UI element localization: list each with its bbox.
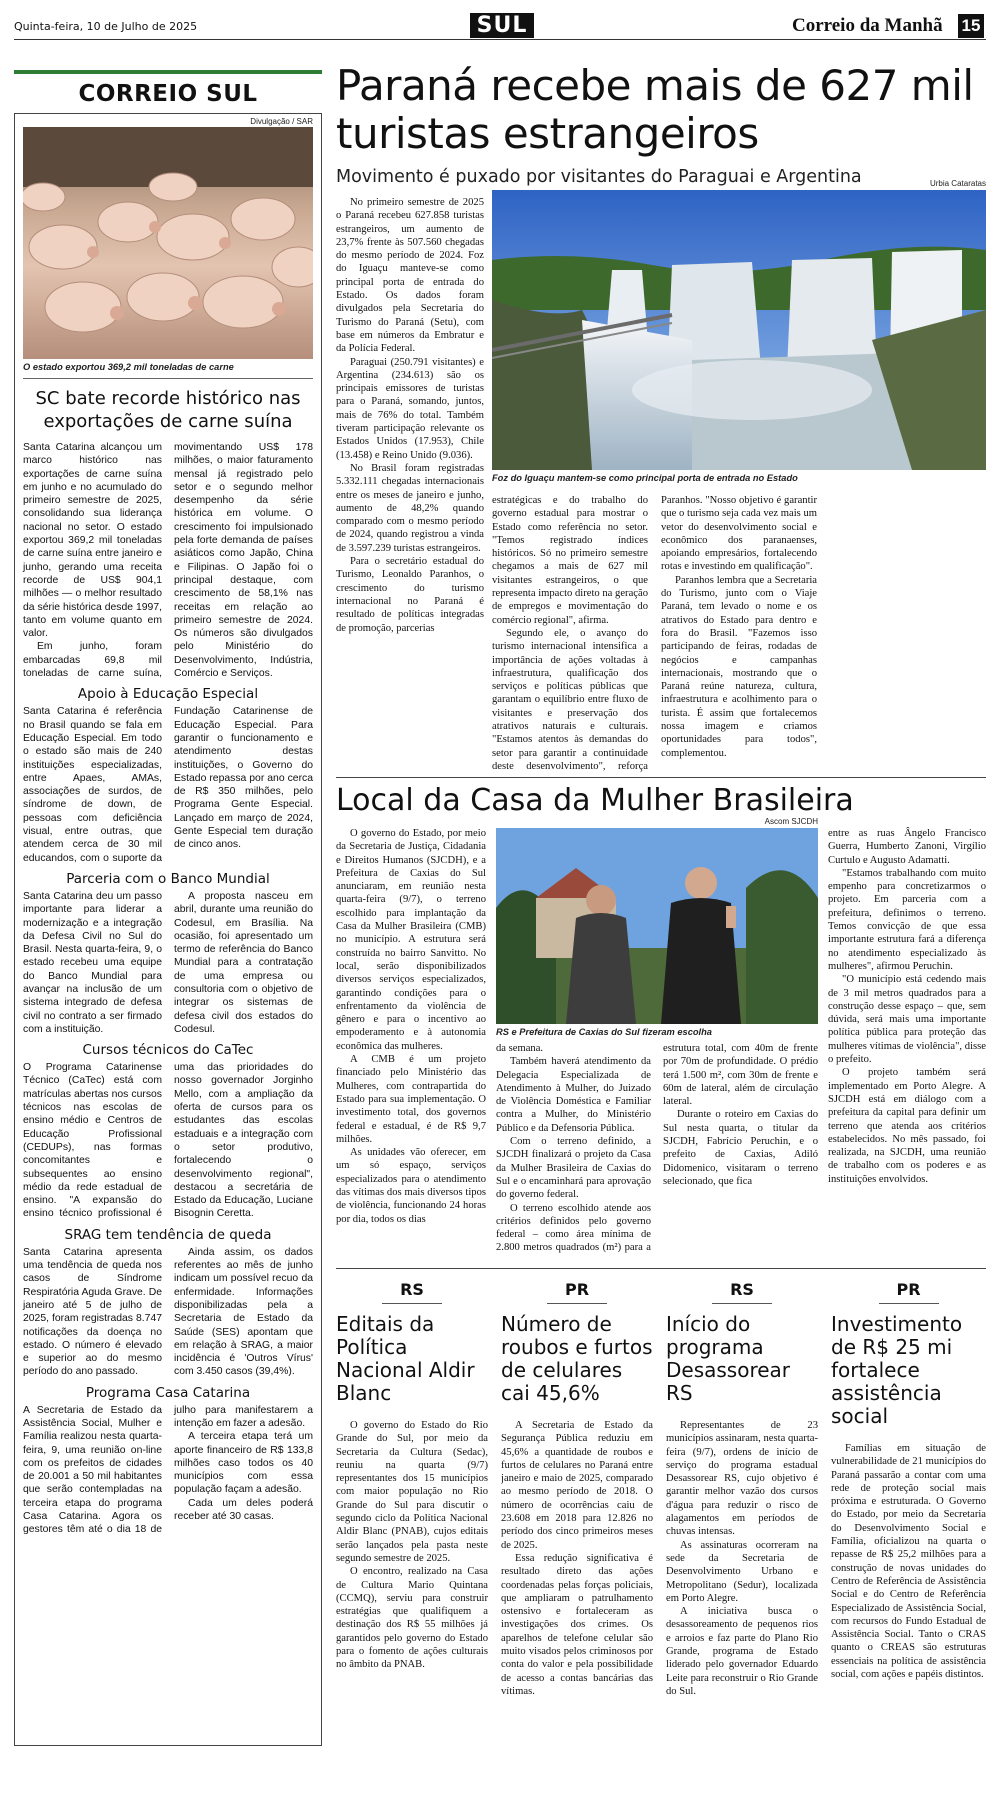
main-col1-p4: Para o secretário estadual do Turismo, Leonaldo Paranhos, o crescimento do turismo internacional no Paraná é resultado de políticas integradas de promoção, parcerias (336, 556, 484, 634)
brief-2-tag: PR (547, 1280, 607, 1304)
brief-2 (501, 1280, 653, 1780)
brief-1-body (336, 1419, 488, 1672)
section-title-srag: SRAG tem tendência de queda (64, 1226, 272, 1243)
section-label: SUL (476, 13, 528, 38)
second-col1-p1: O governo do Estado, por meio da Secretaria de Justiça, Cidadania e Direitos Humanos (SJCDH), e a Prefeitura de Caxias do Sul anunciaram, em reunião nesta quarta-feira (9/7), o terreno escolhido para implantação da Casa da Mulher Brasileira (CMB) no município. A estrutura será construída no bairro Sanvitto. No local, serão disponibilizados diversos serviços especializados, garantindo condições para o enfrentamento da violência de gênero e para o incentivo ao empoderamento e à autonomia econômica das mulheres. (336, 828, 486, 1052)
second-photo-credit: Ascom SJCDH (764, 817, 818, 826)
section-casa-p3: Cada um deles poderá receber até 30 casas. (174, 1497, 313, 1523)
brief-1-p1: O governo do Estado do Rio Grande do Sul, por meio da Secretaria da Cultura (Sedac), reuniu na quarta (9/7) representantes dos 15 municípios com maior população no Rio Grande do Sul para discutir o segundo ciclo da Política Nacional Aldir Blanc (PNAB), cujos editais serão lançados pela pasta neste segundo semestre de 2025. (336, 1420, 488, 1564)
second-col4-p1: entre as ruas Ângelo Francisco Guerra, Humberto Zanoni, Virgílio Curtulo e Augusto Adamatti. (828, 828, 986, 866)
second-photo-block (496, 817, 818, 1035)
main-article (336, 62, 986, 772)
main-rest-p1: estratégicas e do trabalho do governo estadual para mostrar o Estado como referência no setor. "Temos registrado índices históricos. Só no primeiro semestre chegamos a mais de 627 mil visitantes estrangeiros, o que representa impacto direto na geração de empregos e movimentação do comércio regional", afirma. (492, 495, 648, 626)
main-col1-p3: No Brasil foram registradas 5.332.111 chegadas internacionais entre os meses de janeiro e junho, aumento de 48,2% quando comparado com o mesmo período de 2024, quando registrou a vinda de 3.597.239 turistas estrangeiros. (336, 462, 484, 554)
main-subheadline: Movimento é puxado por visitantes do Paraguai e Argentina (336, 167, 862, 187)
brief-4-tag: PR (879, 1280, 939, 1304)
main-cols-rest (492, 494, 986, 778)
brief-3-p2: As assinaturas ocorreram na sede da Secretaria de Desenvolvimento Urbano e Metropolitano (Sedur), localizada em Porto Alegre. (666, 1539, 818, 1604)
section-title-catec: Cursos técnicos do CaTec (82, 1042, 254, 1059)
second-headline: Local da Casa da Mulher Brasileira (336, 783, 854, 818)
page-number (958, 14, 984, 38)
brief-2-body (501, 1419, 653, 1698)
brief-2-p1: A Secretaria de Estado da Segurança Pública reduziu em 45,6% a quantidade de roubos e furtos de celulares no Paraná entre janeiro e maio de 2025, comparado ao mesmo período de 2018. O número de ocorrências caiu de 23.608 em 2018 para 12.826 no período dos cinco primeiros meses de 2025. (501, 1420, 653, 1551)
second-col1-p3: As unidades vão oferecer, em um só espaço, serviços especializados para o atendimento das vítimas dos mais diversos tipos de violência, funcionando 24 horas por dia, todos os dias (336, 1147, 486, 1225)
main-col1-p1: No primeiro semestre de 2025 o Paraná recebeu 627.858 turistas estrangeiros, um aumento de 23,7% frente às 507.560 chegadas do mesmo período de 2024. Foz do Iguaçu manteve-se como principal porta de entrada do Estado. Os dados foram divulgados pela Secretaria do Turismo do Paraná (Setu), com base em números da Embratur e da Polícia Federal. (336, 197, 484, 355)
main-rest-p3: Paranhos lembra que a Secretaria do Turismo, junto com o Viaje Paraná, tem levado o nome e os atrativos do Estado para dentro e fora do Brasil. "Fazemos isso participando de feiras, rodadas de negócios e campanhas internacionais, mostrando que o Paraná reúne natureza, cultura, infraestrutura e acolhimento para o turista. É assim que fortalecemos nossa imagem e criamos oportunidades para todos", complementou. (661, 574, 817, 759)
section-body-catec (23, 1061, 313, 1221)
section-banco-p2: A proposta nasceu em abril, durante uma reunião do Codesul, em Brasília. Na ocasião, foi apresentado um termo de referência do Banco Mundial para a contratação de uma empresa ou consultoria com o objetivo de integrar os sistemas de defesa civil dos estados do Codesul. (174, 890, 313, 1035)
sidebar-photo-caption: O estado exportou 369,2 mil toneladas de carne (23, 362, 234, 372)
brief-1 (336, 1280, 488, 1780)
briefs-row (336, 1268, 986, 1788)
page-header (0, 0, 1003, 40)
main-photo-caption: Foz do Iguaçu mantem-se como principal porta de entrada no Estado (492, 473, 798, 483)
sidebar-photo-credit: Divulgação / SAR (250, 117, 313, 126)
pigs-illustration (23, 127, 313, 359)
section-casa-p2: A terceira etapa terá um aporte financeiro de R$ 133,8 milhões caso todos os 40 municípios com essa população façam a adesão. (174, 1431, 313, 1496)
main-col1-p2: Paraguai (250.791 visitantes) e Argentina (234.613) são os principais emissores de turistas para o Paraná, somando, juntos, mais de 76% do total. Também tiveram participação relevante os Estados Unidos (17.953), Chile (13.458) e Reino Unido (9.036). (336, 356, 484, 461)
brief-3-tag: RS (712, 1280, 772, 1304)
second-col4-p3: "O município está cedendo mais de 3 mil metros quadrados para a construção desse espaço – que, sem dúvida, será mais uma importante política pública para proteção das mulheres vítimas de violência", disse o prefeito. (828, 974, 986, 1066)
brief-1-title: Editais da Política Nacional Aldir Blanc (336, 1312, 475, 1405)
header-date: Quinta-feira, 10 de Julho de 2025 (14, 20, 198, 33)
page-number-text: 15 (961, 16, 981, 35)
sidebar-intro (23, 441, 313, 680)
section-educacao-p1: Santa Catarina é referência no Brasil quando se fala em Educação Especial. Em todo o estado são mais de 240 instituições especializadas, entre Apaes, AMAs, associações de surdos, de síndrome de down, de pessoas com deficiência visual, entre outras, que atendem cerca de 30 mil educandos, com o suporte da Fundação Catarinense de Educação Especial. Para garantir o funcionamento e atendimento destas instituições, o Governo do Estado repassa por ano cerca de R$ 350 milhões, pelo Programa Gente Especial. Lançado em março de 2024, Gente Especial tem duração de cinco anos. (23, 706, 313, 864)
waterfall-illustration (492, 190, 986, 470)
second-top-rule (336, 777, 986, 778)
section-title-banco-mundial: Parceria com o Banco Mundial (66, 870, 270, 887)
brief-4-p1: Famílias em situação de vulnerabilidade de 21 municípios do Paraná passarão a contar com uma rede de proteção social mais próxima e estruturada. O Governo do Estado, por meio da Secretaria do Desenvolvimento Social e Família, oficializou na quarta o repasse de R$ 25,2 milhões para a construção de novas unidades do Centro de Referência de Assistência Social e do Centro de Referência Especializado de Assistência Social, com recursos do Fundo Estadual de Assistência Social. Tanto o CRAS quanto o CREAS são estruturas essenciais na política de assistência social, com ações e papéis distintos. (831, 1443, 986, 1681)
brief-1-p2: O encontro, realizado na Casa de Cultura Mario Quintana (CCMQ), serviu para construir estratégias que qualifiquem a destinação dos R$ 55 milhões já garantidos pelo governo do Estado para o fomento de ações culturais no âmbito da PNAB. (336, 1566, 488, 1671)
brief-3-p3: A iniciativa busca o desassoreamento de pequenos rios e arroios e faz parte do Plano Rio Grande, programa de Estado liderado pelo governador Eduardo Leite para reconstruir o Rio Grande do Sul. (666, 1606, 818, 1697)
section-tab (470, 13, 534, 38)
section-catec-p1: O Programa Catarinense Técnico (CaTec) está com matrículas abertas nos cursos técnicos nas escolas de ensino médio e Centros de Educação Profissional (CEDUPs), nas formas concomitantes e subsequentes ao ensino médio da rede estadual de ensino. "A expansão do ensino técnico profissional é uma das prioridades do nosso governador Jorginho Mello, com a ampliação da oferta de cursos para os estudantes das escolas estaduais e a integração com o setor produtivo, fortalecendo o desenvolvimento regional", destacou a secretária de Estado da Educação, Luciane Bisognin Ceretta. (23, 1062, 313, 1220)
second-mid-p4: O terreno escolhido atende aos critérios definidos pelo governo federal – como área mínima de 2.800 metros quadrados (m²) para a estrutura total, com 40m de frente por 70m de profundidade. O prédio terá 1.500 m², com 30m de frente e 60m de lateral, além de circulação lateral. (496, 1043, 818, 1254)
section-srag-p1: Santa Catarina apresenta uma tendência de queda nos casos de Síndrome Respiratória Aguda Grave. De janeiro até 5 de julho de 2025, foram registradas 8.747 notificações da doença no estado. O número é elevado e superior ao do mesmo período do ano passado. (23, 1246, 162, 1378)
main-photo-credit: Urbia Cataratas (929, 179, 986, 188)
second-col-4 (828, 827, 986, 1257)
brief-4 (831, 1280, 986, 1780)
pigs-photo (23, 127, 313, 359)
section-title-casa-catarina: Programa Casa Catarina (85, 1384, 251, 1401)
section-body-casa-catarina (23, 1404, 313, 1537)
section-body-educacao (23, 705, 313, 865)
main-photo-block (492, 179, 986, 490)
sidebar-intro-p2: Em junho, foram embarcadas 69,8 mil toneladas de carne suína, movimentando US$ 178 milhões, o maior faturamento mensal já registrado pelo setor e o segundo melhor desempenho da série histórica em volume. O crescimento foi impulsionado pela forte demanda de países asiáticos como Japão, China e Filipinas. O Japão foi o principal destaque, com crescimento de 58,1% nas receitas em relação ao primeiro semestre de 2024. Os números são divulgados pelo Ministério do Desenvolvimento, Indústria, Comércio e Serviços. (23, 442, 313, 680)
second-mid-p1: da semana. (496, 1043, 544, 1054)
second-col-1 (336, 827, 486, 1257)
brief-3-title: Início do programa Desassorear RS (666, 1312, 791, 1405)
second-cols-mid (496, 1042, 818, 1257)
second-article (336, 777, 986, 1267)
section-banco-p1: Santa Catarina deu um passo importante para liderar a modernização e a integração da Defesa Civil no Sul do Brasil. Nesta quarta-feira, 9, o estado recebeu uma equipe do Banco Mundial para avançar na inclusão de um sistema integrado de defesa civil no contrato a ser firmado com a instituição. (23, 890, 162, 1035)
sidebar-title: CORREIO SUL (78, 81, 258, 107)
section-body-srag (23, 1246, 313, 1379)
brief-4-body (831, 1442, 986, 1681)
second-col4-p2: "Estamos trabalhando com muito empenho para concretizarmos o projeto. Em parceria com a prefeitura, definimos o terreno. Temos convicção de que essa importante estrutura fará a diferença no atendimento especializado às mulheres", afirmou Peruchin. (828, 867, 986, 972)
main-rest-p2: Segundo ele, o avanço do turismo internacional intensifica a importância de ações voltadas à infraestrutura, qualificação dos serviços e políticas públicas que garantam o equilíbrio entre fluxo de visitantes e preservação dos atrativos naturais e culturais. "Estamos atentos às demandas do setor para garantir a continuidade deste desenvolvimento", reforça Paranhos. "Nosso objetivo é garantir que o turismo seja cada vez mais um vetor do desenvolvimento social e econômico dos paranaenses, apoiando empresários, fortalecendo rotas e investindo em qualificação". (492, 495, 817, 772)
section-title-educacao: Apoio à Educação Especial (77, 686, 259, 703)
brief-3 (666, 1280, 818, 1780)
section-body-banco-mundial (23, 890, 313, 1036)
section-casa-p1: A Secretaria de Estado da Assistência Social, Mulher e Família realizou nesta quarta-feira, 9, uma reunião on-line com os prefeitos de cidades de 20.001 a 50 mil habitantes que serão contempladas na terceira etapa do programa Casa Catarina. Agora os gestores têm até o dia 18 de julho para manifestarem a intenção em fazer a adesão. (23, 1404, 313, 1536)
briefs-top-rule (336, 1268, 986, 1269)
brief-3-body (666, 1419, 818, 1698)
brief-2-p2: Essa redução significativa é resultado direto das ações coordenadas pelas forças policiais, que ampliaram o patrulhamento ostensivo e fortaleceram as investigações dos crimes. Os aparelhos de telefone celular são muito visados pelos criminosos por conta do valor e pela possibilidade de acesso a contas bancárias das vítimas. (501, 1552, 653, 1697)
sidebar-intro-p1: Santa Catarina alcançou um marco histórico nas exportações de carne suína em junho e no acumulado do primeiro semestre de 2025, consolidando sua liderança nacional no setor. O estado exportou 369,2 mil toneladas de carne suína entre janeiro e junho, gerando uma receita recorde de US$ 904,1 milhões — o melhor resultado da série histórica desde 1997, tanto em volume quanto em valor. (23, 442, 162, 640)
officials-illustration (496, 828, 818, 1024)
second-mid-p5: Durante o roteiro em Caxias do Sul nesta quarta, o titular da SJCDH, Fabrício Peruchin, e o prefeito de Caxias, Adiló Didomenico, visitaram o terreno selecionado, que fica (663, 1109, 818, 1187)
sidebar-correio-sul (14, 70, 322, 1787)
sidebar-box (14, 113, 322, 1746)
second-col1-p2: A CMB é um projeto financiado pelo Ministério das Mulheres, com contrapartida do Estado para sua implementação. O investimento total, dos governos federal e estadual, é de R$ 9,7 milhões. (336, 1054, 486, 1145)
main-col-1 (336, 196, 484, 776)
brief-3-p1: Representantes de 23 municípios assinaram, nesta quarta-feira (9/7), ordens de início de serviço do programa estadual Desassorear RS, cujo objetivo é garantir melhor vazão dos cursos d'água para reduzir o risco de alagamentos em períodos de chuvas intensas. (666, 1420, 818, 1538)
sidebar-rule-1 (23, 378, 313, 379)
main-headline: Paraná recebe mais de 627 mil turistas estrangeiros (336, 61, 974, 158)
brief-2-title: Número de roubos e furtos de celulares cai 45,6% (501, 1312, 653, 1405)
brand-logo: Correio da Manhã (792, 15, 943, 36)
second-photo-caption: RS e Prefeitura de Caxias do Sul fizeram escolha (496, 1027, 712, 1037)
header-rule (14, 39, 986, 40)
waterfall-photo (492, 190, 986, 470)
brief-1-tag: RS (382, 1280, 442, 1304)
officials-photo (496, 828, 818, 1024)
second-col4-p4: O projeto também será implementado em Porto Alegre. A SJCDH está em diálogo com a prefeitura da capital para definir um terreno que atenda aos critérios estabelecidos. No mês passado, foi realizada, na SJCDH, uma reunião de trabalho com os poderes e as instituições envolvidos. (828, 1067, 986, 1185)
section-srag-p2: Ainda assim, os dados referentes ao mês de junho indicam um possível recuo da enfermidade. Informações disponibilizadas pela a Secretaria de Estado da Saúde (SES) apontam que em relação à SRAG, a maior incidência é 'Outros Vírus' com 3.450 casos (39,4%). (174, 1246, 313, 1378)
brief-4-title: Investimento de R$ 25 mi fortalece assistência social (831, 1312, 963, 1428)
second-mid-p2: Também haverá atendimento da Delegacia Especializada de Atendimento à Mulher, do Juizado de Violência Doméstica e Familiar contra a Mulher, do Ministério Público e da Defensoria Pública. (496, 1056, 651, 1134)
sidebar-headline: SC bate recorde histórico nas exportações de carne suína (35, 388, 301, 432)
second-mid-p3: Com o terreno definido, a SJCDH finalizará o projeto da Casa da Mulher Brasileira de Caxias do Sul e o encaminhará para aprovação do governo federal. (496, 1136, 651, 1201)
